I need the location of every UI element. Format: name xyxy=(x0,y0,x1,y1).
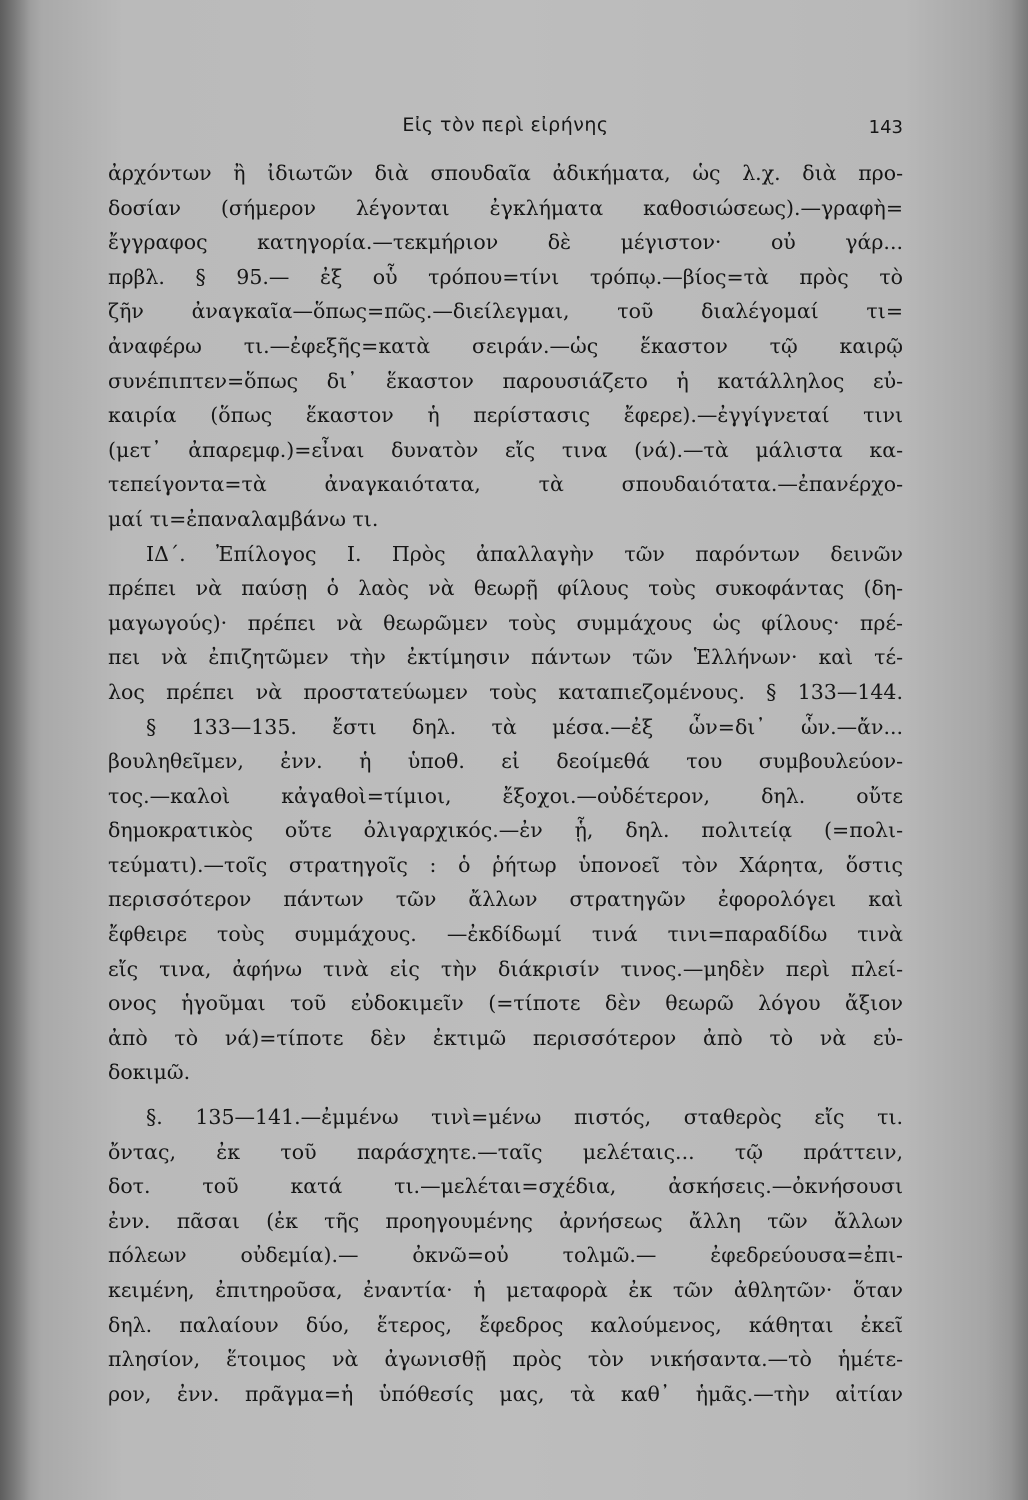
page-header xyxy=(108,114,903,144)
text-line: πει νὰ ἐπιζητῶμεν τὴν ἐκτίμησιν πάντων τῶν Ἑλλήνων· καὶ τέ- xyxy=(108,645,903,670)
text-line: ἀρχόντων ἢ ἰδιωτῶν διὰ σπουδαῖα ἀδικήματα, ὡς λ.χ. διὰ προ- xyxy=(108,161,903,185)
text-line: δοκιμῶ. xyxy=(108,1060,191,1085)
text-line: πόλεων οὐδεμία).— ὀκνῶ=οὐ τολμῶ.— ἐφεδρεύουσα=ἐπι- xyxy=(108,1243,903,1268)
text-line: ρον, ἐνν. πρᾶγμα=ἡ ὑπόθεσίς μας, τὰ καθ᾿ ἡμᾶς.—τὴν αἰτίαν xyxy=(108,1381,903,1406)
text-line: δοσίαν (σήμερον λέγονται ἐγκλήματα καθοσιώσεως).—γραφὴ= xyxy=(108,195,903,220)
text-line: ἀπὸ τὸ νά)=τίποτε δὲν ἐκτιμῶ περισσότερον ἀπὸ τὸ νὰ εὐ- xyxy=(108,1025,903,1050)
text-line: δοτ. τοῦ κατά τι.—μελέται=σχέδια, ἀσκήσεις.—ὀκνήσουσι xyxy=(108,1174,903,1199)
text-line: τος.—καλοὶ κἀγαθοὶ=τίμιοι, ἔξοχοι.—οὐδέτερον, δηλ. οὔτε xyxy=(108,783,903,808)
body-text xyxy=(108,156,903,1411)
text-line: ἐνν. πᾶσαι (ἐκ τῆς προηγουμένης ἀρνήσεως ἄλλη τῶν ἄλλων xyxy=(108,1208,903,1233)
text-line: ἔγγραφος κατηγορία.—τεκμήριον δὲ μέγιστον· οὐ γάρ... xyxy=(108,230,903,255)
text-line: ονος ἡγοῦμαι τοῦ εὐδοκιμεῖν (=τίποτε δὲν θεωρῶ λόγου ἄξιον xyxy=(108,991,903,1016)
text-line: δημοκρατικὸς οὔτε ὀλιγαρχικός.—ἐν ᾗ, δηλ. πολιτείᾳ (=πολι- xyxy=(108,818,903,843)
spine-shadow xyxy=(0,0,30,1500)
text-line: περισσότερον πάντων τῶν ἄλλων στρατηγῶν ἐφορολόγει καὶ xyxy=(108,887,903,912)
text-line: § 133—135. ἔστι δηλ. τὰ μέσα.—ἐξ ὧν=δι᾿ ὧν.—ἄν... xyxy=(146,714,903,739)
text-line: τεύματι).—τοῖς στρατηγοῖς : ὁ ῥήτωρ ὑπονοεῖ τὸν Χάρητα, ὅστις xyxy=(108,852,903,877)
text-line: (μετ᾿ ἀπαρεμφ.)=εἶναι δυνατὸν εἴς τινα (νά).—τὰ μάλιστα κα- xyxy=(108,437,903,462)
text-line: καιρία (ὅπως ἕκαστον ἡ περίστασις ἔφερε).—ἐγγίγνεταί τινι xyxy=(108,403,903,428)
text-line: ἀναφέρω τι.—ἐφεξῆς=κατὰ σειράν.—ὡς ἕκαστον τῷ καιρῷ xyxy=(108,333,903,358)
text-line: λος πρέπει νὰ προστατεύωμεν τοὺς καταπιεζομένους. § 133—144. xyxy=(108,679,903,704)
text-line: ὄντας, ἐκ τοῦ παράσχητε.—ταῖς μελέταις... τῷ πράττειν, xyxy=(108,1139,903,1164)
text-line: πρέπει νὰ παύσῃ ὁ λαὸς νὰ θεωρῇ φίλους τοὺς συκοφάντας (δη- xyxy=(108,576,903,601)
text-line: μαί τι=ἐπαναλαμβάνω τι. xyxy=(108,506,379,531)
section-heading-line: ΙΔ΄. Ἐπίλογος Ι. Πρὸς ἀπαλλαγὴν τῶν παρόντων δεινῶν xyxy=(146,541,903,566)
text-line: πρβλ. § 95.— ἐξ οὗ τρόπου=τίνι τρόπῳ.—βίος=τὰ πρὸς τὸ xyxy=(108,264,903,289)
page-edge xyxy=(1010,0,1028,1500)
text-line: μαγωγούς)· πρέπει νὰ θεωρῶμεν τοὺς συμμάχους ὡς φίλους· πρέ- xyxy=(108,610,903,635)
page-number: 143 xyxy=(868,117,903,138)
text-line: συνέπιπτεν=ὅπως δι᾿ ἕκαστον παρουσιάζετο ἡ κατάλληλος εὐ- xyxy=(108,368,903,393)
text-line: πλησίον, ἕτοιμος νὰ ἀγωνισθῇ πρὸς τὸν νικήσαντα.—τὸ ἡμέτε- xyxy=(108,1347,903,1372)
text-line: §. 135—141.—ἐμμένω τινὶ=μένω πιστός, σταθερὸς εἴς τι. xyxy=(146,1105,903,1130)
text-line: εἴς τινα, ἀφήνω τινὰ εἰς τὴν διάκρισίν τινος.—μηδὲν περὶ πλεί- xyxy=(108,956,903,981)
text-line: δηλ. παλαίουν δύο, ἕτερος, ἔφεδρος καλούμενος, κάθηται ἐκεῖ xyxy=(108,1312,903,1337)
text-line: βουληθεῖμεν, ἐνν. ἡ ὑποθ. εἰ δεοίμεθά του συμβουλεύον- xyxy=(108,749,903,774)
text-line: ζῆν ἀναγκαῖα—ὅπως=πῶς.—διείλεγμαι, τοῦ διαλέγομαί τι= xyxy=(108,299,903,324)
running-head: Εἰς τὸν περὶ εἰρήνης xyxy=(402,114,609,136)
text-line: τεπείγοντα=τὰ ἀναγκαιότατα, τὰ σπουδαιότατα.—ἐπανέρχο- xyxy=(108,472,903,497)
text-line: κειμένη, ἐπιτηροῦσα, ἐναντία· ἡ μεταφορὰ ἐκ τῶν ἀθλητῶν· ὅταν xyxy=(108,1278,903,1302)
text-line: ἔφθειρε τοὺς συμμάχους. —ἐκδίδωμί τινά τινι=παραδίδω τινὰ xyxy=(108,922,903,947)
